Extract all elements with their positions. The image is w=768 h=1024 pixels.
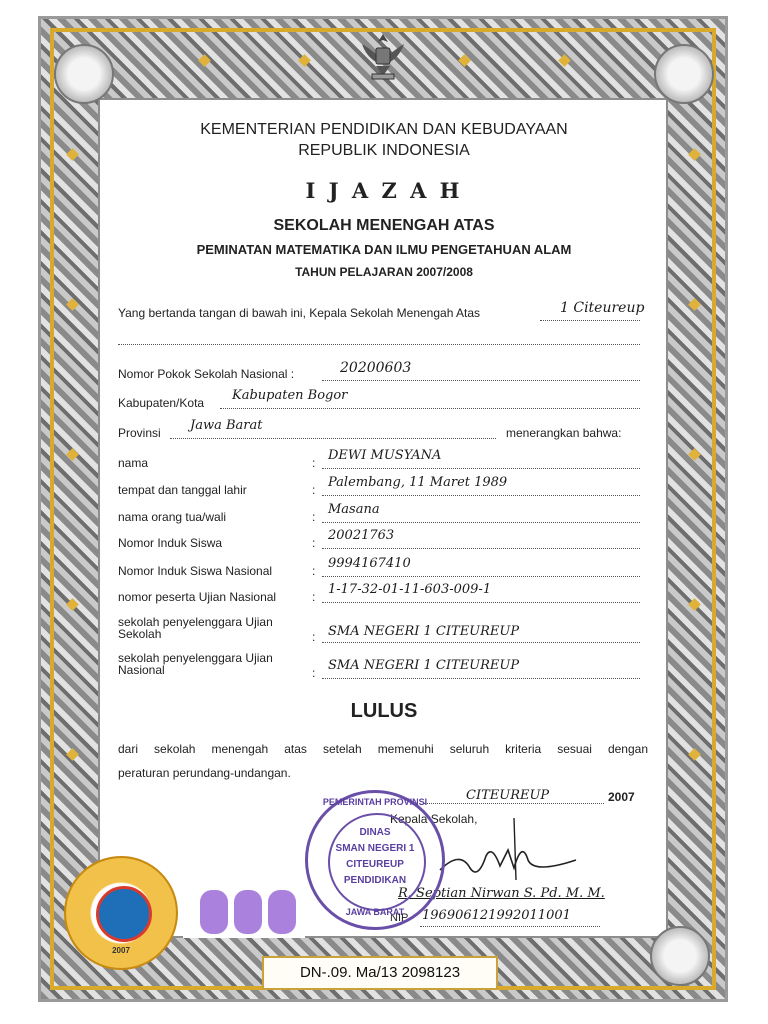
sekolah-ujian-sekolah-label: [118, 616, 273, 640]
nip-label: NIP.: [390, 912, 410, 924]
logo-year: 2007: [112, 946, 130, 955]
colon: :: [312, 590, 316, 604]
dotted-line: [540, 320, 640, 321]
school-value: 1 Citeureup: [560, 300, 645, 316]
signature-role: Kepala Sekolah,: [390, 812, 478, 826]
provinsi-value: Jawa Barat: [190, 418, 263, 433]
corner-medal-top-left: [54, 44, 114, 104]
stamp-line-2: SMAN NEGERI 1: [335, 843, 415, 854]
principal-name: R. Septian Nirwan S. Pd. M. M.: [398, 886, 605, 901]
sekolah-ujian-sekolah-value: SMA NEGERI 1 CITEUREUP: [328, 624, 520, 639]
logo-emblem-icon: [96, 886, 152, 942]
label-line: Sekolah: [118, 627, 162, 641]
serial-plate: [262, 956, 498, 990]
signature-year: 2007: [608, 790, 635, 804]
dotted-line: [420, 926, 600, 927]
npsn-label: Nomor Pokok Sekolah Nasional :: [118, 367, 295, 381]
field-value: Masana: [328, 502, 380, 517]
dotted-line: [322, 642, 640, 643]
stamp-line-3: CITEUREUP: [346, 859, 404, 870]
intro-statement: Yang bertanda tangan di bawah ini, Kepala Sekolah Menengah Atas: [118, 306, 481, 320]
field-label: nama orang tua/wali: [118, 510, 227, 524]
field-label: Nomor Induk Siswa Nasional: [118, 564, 273, 578]
field-value: 9994167410: [328, 556, 411, 571]
sekolah-ujian-nasional-label: [118, 652, 273, 676]
result-text-line-2: peraturan perundang-undangan.: [118, 766, 291, 780]
school-type: SEKOLAH MENENGAH ATAS: [273, 217, 495, 234]
dotted-line: [322, 522, 640, 523]
ministry-name: KEMENTERIAN PENDIDIKAN DAN KEBUDAYAAN: [200, 121, 568, 138]
ministry-logo: [64, 856, 178, 970]
dotted-line: [322, 380, 640, 381]
colon: :: [312, 630, 316, 644]
thumbprint: [234, 890, 262, 934]
colon: :: [312, 666, 316, 680]
dotted-line: [322, 495, 640, 496]
academic-year: TAHUN PELAJARAN 2007/2008: [295, 265, 473, 279]
dotted-line: [322, 548, 640, 549]
result-text-line-1: dari sekolah menengah atas setelah memenuhi seluruh kriteria sesuai dengan: [118, 742, 648, 756]
provinsi-label: Provinsi: [118, 426, 161, 440]
handwritten-signature-icon: [430, 810, 580, 890]
nip-value: 196906121992011001: [422, 908, 571, 923]
label-line: sekolah penyelenggara Ujian: [118, 615, 273, 629]
colon: :: [312, 483, 316, 497]
colon: :: [312, 564, 316, 578]
stamp-ring-top: PEMERINTAH PROVINSI: [322, 797, 428, 807]
label-line: Nasional: [118, 663, 165, 677]
field-label: nama: [118, 456, 149, 470]
field-value: Palembang, 11 Maret 1989: [328, 475, 508, 490]
stamp-line-4: PENDIDIKAN: [343, 875, 407, 886]
corner-medal-top-right: [654, 44, 714, 104]
dotted-line: [424, 803, 604, 804]
colon: :: [312, 536, 316, 550]
result-status: LULUS: [350, 700, 418, 722]
field-label: Nomor Induk Siswa: [118, 536, 223, 550]
official-stamp: [305, 790, 445, 930]
dotted-line: [170, 438, 496, 439]
kabupaten-label: Kabupaten/Kota: [118, 396, 205, 410]
dotted-line: [322, 602, 640, 603]
document-title: I J A Z A H: [305, 178, 463, 203]
dotted-line: [322, 576, 640, 577]
stamp-line-1: DINAS: [359, 827, 391, 838]
thumbprint: [200, 890, 228, 934]
program-name: PEMINATAN MATEMATIKA DAN ILMU PENGETAHUAN ALAM: [196, 242, 572, 257]
corner-medal-bottom-right: [650, 926, 710, 986]
field-label: tempat dan tanggal lahir: [118, 483, 247, 497]
country-name: REPUBLIK INDONESIA: [298, 142, 470, 159]
serial-number: DN-.09. Ma/13 2098123: [299, 964, 461, 981]
stamp-ring-bottom: JAWA BARAT: [345, 907, 405, 917]
garuda-emblem-icon: [358, 30, 408, 82]
sekolah-ujian-nasional-value: SMA NEGERI 1 CITEUREUP: [328, 658, 520, 673]
signature-place: CITEUREUP: [466, 788, 550, 803]
field-value: 1-17-32-01-11-603-009-1: [328, 582, 492, 597]
colon: :: [312, 510, 316, 524]
colon: :: [312, 456, 316, 470]
dotted-line: [322, 678, 640, 679]
field-value: DEWI MUSYANA: [328, 448, 442, 463]
kabupaten-value: Kabupaten Bogor: [232, 388, 348, 403]
label-line: sekolah penyelenggara Ujian: [118, 651, 273, 665]
npsn-value: 20200603: [340, 360, 412, 376]
field-value: 20021763: [328, 528, 395, 543]
declares-text: menerangkan bahwa:: [506, 426, 622, 440]
dotted-line: [220, 408, 640, 409]
dotted-line: [322, 468, 640, 469]
thumbprint: [268, 890, 296, 934]
dotted-line: [118, 344, 640, 345]
field-label: nomor peserta Ujian Nasional: [118, 590, 277, 604]
